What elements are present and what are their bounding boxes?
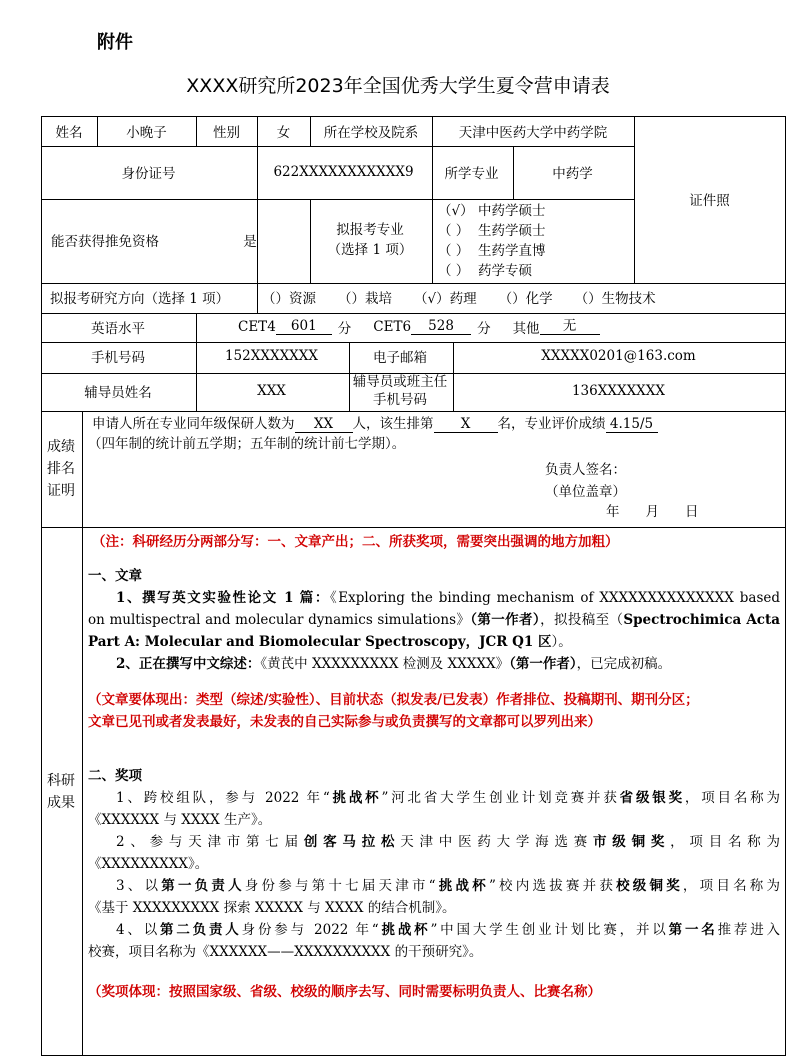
apply-major-label (309, 198, 431, 282)
major-value: 中药学 (552, 165, 593, 182)
grade-label-1: 成绩 (47, 439, 75, 455)
major-label: 所学专业 (444, 165, 499, 182)
option-label: 药学专硕 (478, 263, 532, 279)
cet4-score: 601 (276, 318, 332, 335)
date-month: 月 (645, 504, 659, 520)
article-1-line-3: Part A: Molecular and Biomolecular Spectroscopy，JCR Q1 区）。 (88, 634, 572, 650)
research-content (88, 531, 780, 1003)
exempt-value: 是 (243, 234, 257, 250)
cet6-unit: 分 (477, 320, 491, 337)
option-pharmacognosy-master[interactable] (438, 221, 546, 241)
id-label: 身份证号 (121, 165, 176, 182)
award-3-line-2: 《基于 XXXXXXXXX 探索 XXXXX 与 XXXX 的结合机制》。 (88, 900, 456, 916)
signature-label: 负责人签名： (545, 462, 626, 478)
research-label-2: 成果 (47, 795, 75, 811)
option-label: 生药学硕士 (478, 223, 546, 239)
option-tcm-master[interactable] (438, 201, 546, 221)
grade-text-1: 申请人所在专业同年级保研人数为 (92, 416, 295, 432)
option-label: 化学 (525, 291, 553, 307)
school-value: 天津中医药大学中药学院 (458, 124, 608, 141)
option-pharmacognosy-phd[interactable] (438, 241, 546, 261)
article-2: 2、正在撰写中文综述：《黄芪中 XXXXXXXXX 检测及 XXXXX》（第一作者），已完成初稿。 (116, 656, 672, 672)
seal-label: （单位盖章） (545, 484, 626, 500)
grade-rank: X (434, 416, 498, 433)
gender-label: 性别 (213, 124, 240, 141)
cet6-label: CET6 (373, 318, 412, 335)
option-mark: （） (498, 291, 526, 307)
grade-section-label (41, 436, 81, 502)
award-4-line-2: 校赛，项目名称为《XXXXXX——XXXXXXXXXX 的干预研究》。 (88, 944, 483, 960)
grade-score: 4.15/5 (606, 416, 658, 433)
option-mark: （ ） (438, 263, 470, 279)
grade-statement (88, 414, 783, 454)
counselor-phone-value: 136XXXXXXX (571, 383, 666, 399)
research-section-label (41, 770, 81, 814)
option-label: 栽培 (365, 291, 392, 307)
option-label: 药理 (449, 291, 477, 307)
award-3-line-1: 3、以第一负责人身份参与第十七届天津市“挑战杯”校内选拔赛并获校级铜奖，项目名称为 (116, 878, 780, 894)
grade-note: （四年制的统计前五学期；五年制的统计前七学期）。 (88, 436, 406, 452)
phone-value: 152XXXXXXX (224, 348, 319, 364)
name-label: 姓名 (55, 124, 83, 141)
english-label: 英语水平 (91, 320, 145, 337)
email-label: 电子邮箱 (373, 350, 427, 366)
section-articles-title: 一、文章 (88, 568, 142, 584)
page-title: XXXX研究所2023年全国优秀大学生夏令营申请表 (186, 75, 610, 97)
cet4-label: CET4 (238, 318, 276, 335)
school-label: 所在学校及院系 (323, 124, 419, 141)
option-mark: （） (338, 291, 365, 307)
direction-label: 拟报考研究方向（选择 1 项） (50, 291, 230, 307)
option-pharmacy-professional[interactable] (438, 261, 546, 281)
counselor-label: 辅导员姓名 (84, 385, 152, 401)
grade-signature-block (545, 459, 626, 503)
exempt-label: 能否获得推免资格 (51, 234, 159, 250)
english-scores (238, 312, 600, 341)
direction-option-cultivation[interactable] (338, 287, 392, 307)
apply-major-label-line2: （选择 1 项） (327, 242, 413, 258)
phone-label: 手机号码 (91, 350, 145, 366)
id-value: 622XXXXXXXXXXX9 (273, 163, 414, 180)
photo-placeholder: 证件照 (689, 193, 730, 209)
option-mark: （ ） (438, 243, 470, 259)
award-2-line-1: 2、参与天津市第七届创客马拉松天津中医药大学海选赛市级铜奖，项目名称为 (116, 834, 781, 850)
research-note-2-line-2: 文章已见刊或者发表最好，未发表的自己实际参与或负责撰写的文章都可以罗列出来） (88, 714, 601, 730)
date-day: 日 (685, 504, 699, 520)
counselor-phone-label-line2: 手机号码 (373, 392, 427, 408)
option-label: 中药学硕士 (478, 203, 546, 219)
direction-option-biotech[interactable] (575, 287, 656, 307)
cet6-score: 528 (411, 318, 471, 335)
apply-major-options (438, 201, 546, 281)
article-1-line-2: on multispectral and molecular dynamics simulations》（第一作者），拟投稿至（Spectrochimica Acta (88, 612, 780, 628)
grade-text-2: 人，该生排第 (352, 416, 434, 432)
option-mark: （√） (438, 203, 474, 219)
grade-label-3: 证明 (47, 483, 75, 499)
other-label: 其他 (512, 320, 540, 337)
direction-option-resource[interactable] (262, 287, 316, 307)
gender-value: 女 (276, 124, 291, 141)
email-value: XXXXX0201@163.com (541, 348, 696, 364)
direction-option-chemistry[interactable] (499, 287, 553, 307)
option-mark: （） (262, 291, 289, 307)
name-value: 小晚子 (126, 124, 167, 141)
award-2-line-2: 《XXXXXXXXX》。 (88, 856, 209, 872)
award-4-line-1: 4、以第二负责人身份参与 2022 年“挑战杯”中国大学生创业计划比赛，并以第一名推荐进入 (116, 922, 781, 938)
research-note-3: （奖项体现：按照国家级、省级、校级的顺序去写、同时需要标明负责人、比赛名称） (88, 984, 601, 1000)
counselor-value: XXX (257, 383, 286, 399)
cet4-unit: 分 (337, 320, 352, 337)
apply-major-label-line1: 拟报考专业 (336, 222, 404, 238)
article-1-line-1: 1、撰写英文实验性论文 1 篇：《Exploring the binding mechanism of XXXXXXXXXXXXXX based (116, 590, 781, 606)
grade-label-2: 排名 (47, 461, 75, 477)
counselor-phone-label (348, 372, 452, 410)
research-note-1: （注：科研经历分两部分写：一、文章产出；二、所获奖项，需要突出强调的地方加粗） (92, 534, 619, 550)
award-1-line-1: 1、跨校组队，参与 2022 年“挑战杯”河北省大学生创业计划竞赛并获省级银奖，项目名称为 (116, 790, 781, 806)
option-label: 生药学直博 (478, 243, 546, 259)
grade-date (606, 501, 699, 523)
option-mark: （ ） (438, 223, 470, 239)
other-value: 无 (540, 318, 600, 335)
date-year: 年 (606, 504, 620, 520)
option-mark: （√） (414, 291, 450, 307)
award-1-line-2: 《XXXXXX 与 XXXX 生产》。 (88, 812, 272, 828)
research-label-1: 科研 (47, 773, 75, 789)
attachment-label: 附件 (97, 32, 133, 53)
section-awards-title: 二、奖项 (88, 768, 142, 784)
option-mark: （） (574, 291, 602, 307)
direction-options (262, 282, 656, 312)
option-label: 资源 (289, 291, 316, 307)
research-note-2-line-1: （文章要体现出：类型（综述/实验性）、目前状态（拟发表/已发表）作者排位、投稿期刊、期刊分区； (88, 692, 699, 708)
grade-text-3: 名，专业评价成绩 (497, 416, 606, 432)
counselor-phone-label-line1: 辅导员或班主任 (352, 374, 448, 390)
direction-option-pharmacology[interactable] (414, 287, 477, 307)
option-label: 生物技术 (601, 291, 656, 307)
grade-quota: XX (295, 416, 353, 433)
